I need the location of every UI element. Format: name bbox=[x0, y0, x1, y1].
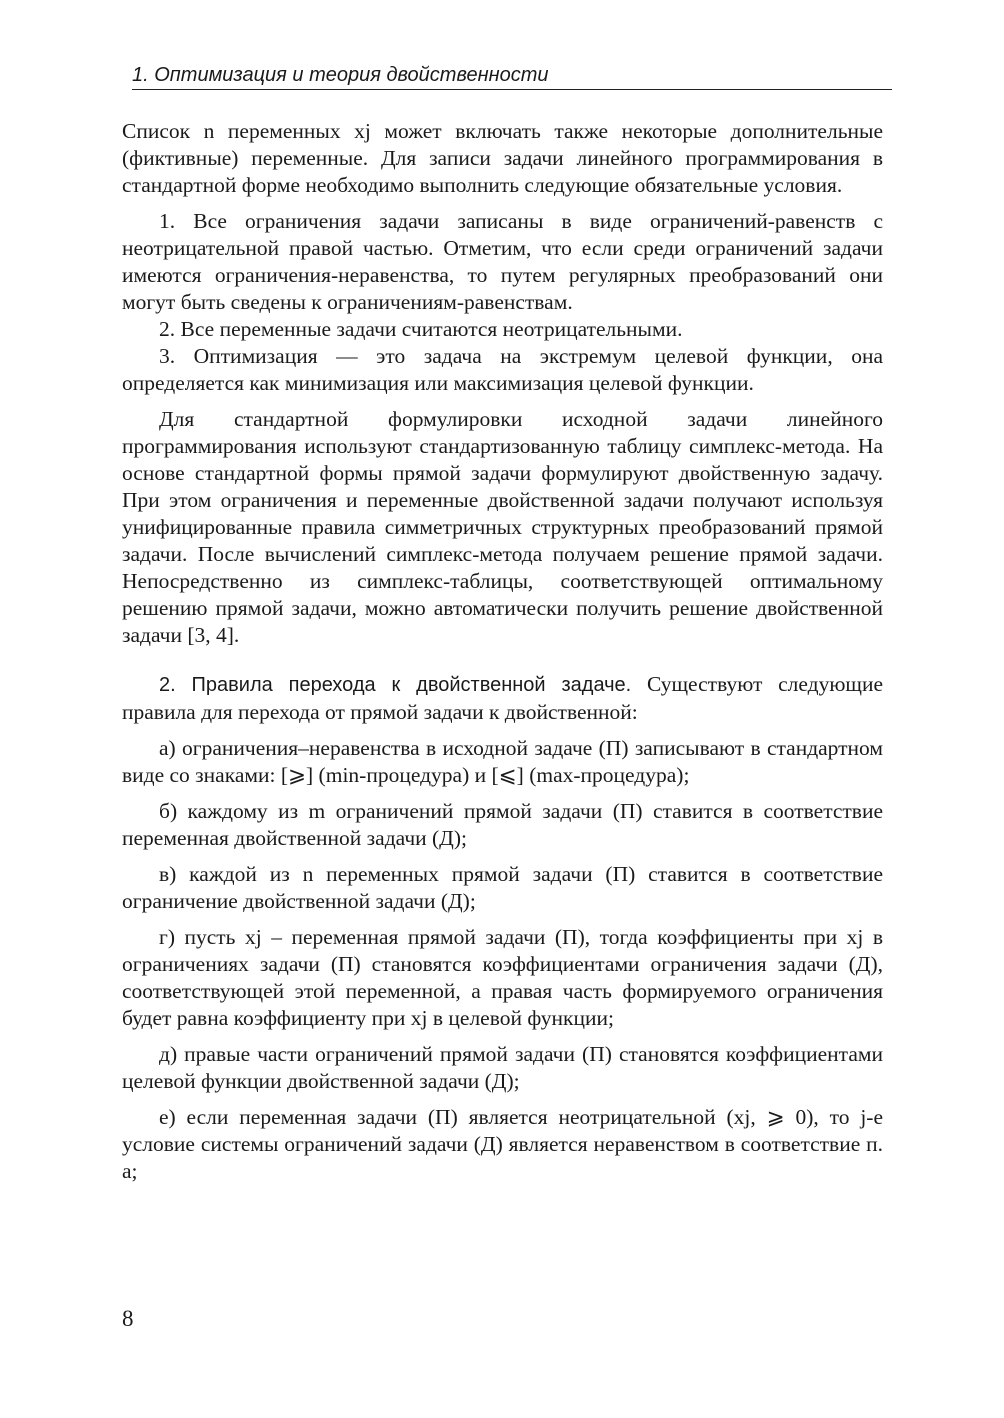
page-number: 8 bbox=[122, 1306, 134, 1331]
paragraph-condition-2: 2. Все переменные задачи считаются неотрицательными. bbox=[159, 317, 683, 341]
paragraph-condition-1: 1. Все ограничения задачи записаны в виде ограничений-равенств с неотрицательной правой частью. Отметим, что если среди ограничений задачи имеются ограничения-неравенства, то путем регулярных преобразований они могут быть сведены к ограничениям-равенствам. bbox=[122, 209, 883, 314]
rule-v: в) каждой из n переменных прямой задачи (П) ставится в соответствие ограничение двойственной задачи (Д); bbox=[122, 862, 883, 913]
rule-d: д) правые части ограничений прямой задачи (П) становятся коэффициентами целевой функции двойственной задачи (Д); bbox=[122, 1042, 883, 1093]
section-2-paragraph bbox=[122, 671, 883, 726]
rule-a: а) ограничения–неравенства в исходной задаче (П) записывают в стандартном виде со знаками: [⩾] (min-процедура) и [⩽] (max-процедура); bbox=[122, 736, 883, 787]
running-head: 1. Оптимизация и теория двойственности bbox=[132, 62, 892, 90]
paragraph-condition-3: 3. Оптимизация — это задача на экстремум целевой функции, она определяется как минимизация или максимизация целевой функции. bbox=[122, 344, 883, 395]
rule-e: е) если переменная задачи (П) является неотрицательной (xj, ⩾ 0), то j-е условие системы ограничений задачи (Д) является неравенством в соответствие п. а; bbox=[122, 1105, 883, 1183]
section-intro: Существуют следующие правила для перехода от прямой задачи к двойственной: bbox=[122, 672, 883, 724]
rule-g: г) пусть xj – переменная прямой задачи (П), тогда коэффициенты при xj в ограничениях задачи (П) становятся коэффициентами ограничения задачи (Д), соответствующей этой переменной, а правая часть формируемого ограничения будет равна коэффициенту при xj в целевой функции; bbox=[122, 925, 883, 1030]
paragraph-standard-formulation: Для стандартной формулировки исходной задачи линейного программирования используют стандартизованную таблицу симплекс-метода. На основе стандартной формы прямой задачи формулируют двойственную задачу. При этом ограничения и переменные двойственной задачи получают используя унифицированные правила симметричных структурных преобразований прямой задачи. После вычислений симплекс-метода получаем решение прямой задачи. Непосредственно из симплекс-таблицы, соответствующей оптимальному решению прямой задачи, можно автоматически получить решение двойственной задачи [3, 4]. bbox=[122, 407, 883, 647]
section-title: 2. Правила перехода к двойственной задаче. bbox=[159, 674, 632, 696]
rule-b: б) каждому из m ограничений прямой задачи (П) ставится в соответствие переменная двойственной задачи (Д); bbox=[122, 799, 883, 850]
body-text bbox=[122, 118, 883, 1185]
paragraph-variables-list: Список n переменных xj может включать также некоторые дополнительные (фиктивные) переменные. Для записи задачи линейного программирования в стандартной форме необходимо выполнить следующие обязательные условия. bbox=[122, 119, 883, 197]
